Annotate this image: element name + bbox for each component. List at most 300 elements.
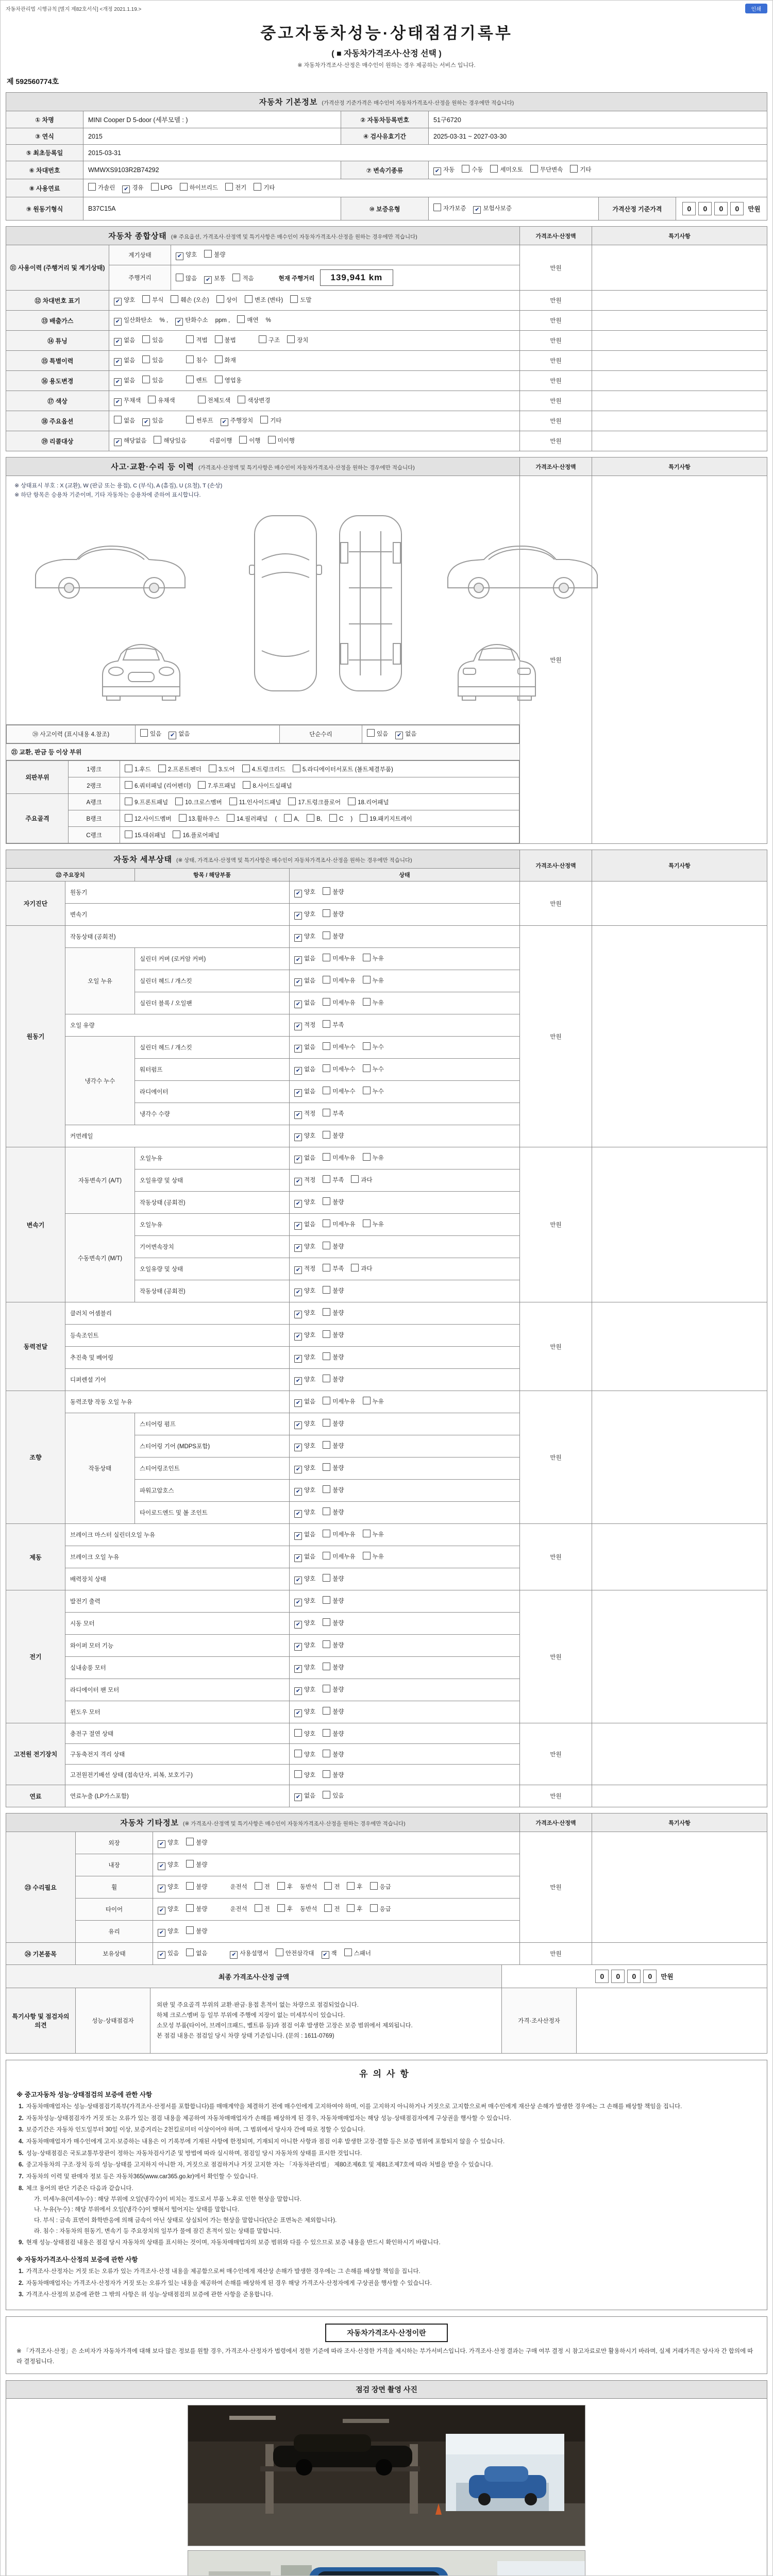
checkbox-unchecked[interactable] — [268, 436, 295, 445]
checkbox-label: 누유 — [372, 1155, 384, 1161]
checkbox-checked[interactable] — [294, 1109, 315, 1119]
checkbox-box — [186, 1904, 194, 1912]
checkbox-unchecked[interactable] — [363, 954, 384, 962]
checkbox-unchecked[interactable] — [186, 416, 213, 425]
detail-options — [290, 1785, 520, 1807]
checkbox-unchecked[interactable] — [323, 1308, 344, 1317]
checkbox-box: ✔ — [395, 732, 403, 739]
warranty-label: ⑩ 보증유형 — [341, 197, 429, 221]
checkbox-box: ✔ — [294, 1444, 302, 1451]
checkbox-unchecked[interactable] — [88, 183, 115, 192]
checkbox-unchecked[interactable] — [186, 1926, 207, 1935]
checkbox-unchecked[interactable] — [260, 416, 281, 425]
checkbox-box — [277, 1882, 285, 1890]
accident-history-label: ⑳ 사고이력 (표시내용 4.참조) — [7, 725, 136, 743]
checkbox-unchecked[interactable] — [323, 1485, 344, 1494]
checkbox-unchecked[interactable] — [239, 436, 260, 445]
checkbox-unchecked[interactable] — [215, 355, 236, 364]
checkbox-unchecked[interactable] — [363, 1219, 384, 1228]
detail-options — [290, 948, 520, 970]
checkbox-unchecked[interactable] — [323, 1153, 355, 1162]
checkbox-unchecked[interactable] — [323, 976, 355, 985]
rank-label: C랭크 — [69, 827, 120, 843]
checkbox-box: ✔ — [294, 934, 302, 942]
note-cell — [592, 882, 767, 926]
note-cell — [592, 311, 767, 331]
checkbox-unchecked[interactable] — [363, 1087, 384, 1095]
checkbox-label: 양호 — [304, 1465, 316, 1471]
checkbox-checked[interactable] — [294, 998, 315, 1008]
checkbox-checked[interactable] — [294, 1791, 315, 1801]
checkbox-box: ✔ — [294, 1687, 302, 1695]
checkbox-checked[interactable] — [158, 1838, 179, 1848]
checkbox-unchecked[interactable] — [530, 165, 563, 174]
checkbox-unchecked[interactable] — [293, 765, 393, 773]
checkbox-checked[interactable] — [294, 1486, 315, 1496]
checkbox-checked[interactable] — [294, 1021, 315, 1030]
checkbox-unchecked[interactable] — [171, 295, 209, 304]
checkbox-unchecked[interactable] — [351, 1175, 372, 1184]
detail-item-label: 실린더 헤드 / 개스킷 — [135, 1037, 290, 1059]
checkbox-unchecked[interactable] — [180, 183, 219, 192]
checkbox-unchecked[interactable] — [186, 1838, 207, 1846]
checkbox-unchecked[interactable] — [370, 1904, 391, 1913]
checkbox-label: 후 — [287, 1906, 293, 1912]
checkbox-box — [363, 954, 371, 961]
checkbox-label: 전기 — [235, 185, 247, 191]
checkbox-unchecked[interactable] — [198, 781, 236, 790]
detail-item-label: 타이로드엔드 및 볼 조인트 — [135, 1502, 290, 1524]
checkbox-box: ✔ — [294, 1289, 302, 1296]
checkbox-unchecked[interactable] — [363, 976, 384, 985]
checkbox-unchecked[interactable] — [323, 1064, 355, 1073]
checkbox-unchecked[interactable] — [323, 1507, 344, 1516]
checkbox-checked[interactable] — [294, 1220, 315, 1230]
note-cell — [592, 371, 767, 391]
checkbox-unchecked[interactable] — [294, 1750, 315, 1758]
checkbox-checked[interactable] — [294, 1198, 315, 1208]
checkbox-checked[interactable] — [114, 376, 135, 386]
checkbox-unchecked[interactable] — [114, 416, 135, 425]
other-options — [153, 1921, 520, 1943]
checkbox-checked[interactable] — [322, 1949, 337, 1959]
checkbox-unchecked[interactable] — [204, 250, 225, 259]
checkbox-checked[interactable] — [294, 1242, 315, 1252]
other-item-label: 외장 — [76, 1832, 153, 1854]
checkbox-checked[interactable] — [294, 1552, 315, 1562]
detail-item-label: 추진축 및 베어링 — [65, 1347, 290, 1369]
checkbox-unchecked[interactable] — [323, 1131, 344, 1140]
checkbox-checked[interactable] — [294, 1663, 315, 1673]
checkbox-unchecked[interactable] — [294, 1770, 315, 1779]
checkbox-unchecked[interactable] — [347, 1904, 362, 1913]
checkbox-unchecked[interactable] — [125, 831, 165, 839]
checkbox-checked[interactable] — [294, 1442, 315, 1451]
checkbox-unchecked[interactable] — [323, 1042, 355, 1051]
checkbox-checked[interactable] — [294, 1131, 315, 1141]
detail-item-label: 와이퍼 모터 기능 — [65, 1635, 290, 1657]
checkbox-checked[interactable] — [114, 356, 135, 366]
checkbox-unchecked[interactable] — [229, 798, 281, 806]
checkbox-unchecked[interactable] — [238, 396, 270, 404]
checkbox-checked[interactable] — [294, 1353, 315, 1363]
checkbox-unchecked[interactable] — [367, 729, 388, 738]
checkbox-checked[interactable] — [158, 1860, 179, 1870]
checkbox-box — [284, 814, 292, 822]
checkbox-unchecked[interactable] — [323, 1242, 344, 1250]
checkbox-unchecked[interactable] — [323, 1574, 344, 1583]
detail-options — [290, 1765, 520, 1785]
checkbox-checked[interactable] — [122, 183, 143, 193]
checkbox-checked[interactable] — [114, 336, 135, 346]
note-cell — [592, 1391, 767, 1524]
checkbox-unchecked[interactable] — [363, 1042, 384, 1051]
checkbox-unchecked[interactable] — [142, 355, 163, 364]
checkbox-unchecked[interactable] — [323, 1397, 355, 1405]
checkbox-label: 적음 — [242, 276, 254, 282]
checkbox-unchecked[interactable] — [323, 1552, 355, 1561]
checkbox-checked[interactable] — [114, 396, 141, 406]
checkbox-checked[interactable] — [204, 274, 225, 284]
checkbox-unchecked[interactable] — [363, 1153, 384, 1162]
basic-info-table — [6, 92, 767, 221]
note-cell — [592, 1723, 767, 1785]
checkbox-label: 불량 — [332, 1244, 344, 1250]
checkbox-unchecked[interactable] — [245, 295, 283, 304]
form-meta-text: 자동차관리법 시행규칙 [별지 제82호서식] <개정 2021.1.19.> — [6, 6, 142, 12]
price-column-header: 가격조사·산정액 — [520, 850, 592, 882]
checkbox-label: 불량 — [332, 1133, 344, 1139]
price-digit: 0 — [682, 202, 696, 215]
detail-section-header — [6, 850, 520, 869]
checkbox-unchecked[interactable] — [142, 295, 163, 304]
detail-item-label: 발전기 출력 — [65, 1590, 290, 1613]
checkbox-checked[interactable] — [294, 1331, 315, 1341]
checkbox-box — [363, 1552, 371, 1560]
checkbox-box — [176, 274, 183, 281]
checkbox-unchecked[interactable] — [148, 396, 175, 404]
checkbox-box — [186, 1860, 194, 1868]
checkbox-label: 양호 — [304, 1665, 316, 1671]
checkbox-checked[interactable] — [294, 1176, 315, 1185]
checkbox-label: 불량 — [332, 1443, 344, 1449]
checkbox-checked[interactable] — [294, 1397, 315, 1407]
detail-options — [290, 904, 520, 926]
checkbox-checked[interactable] — [158, 1927, 179, 1937]
checkbox-unchecked[interactable] — [198, 396, 230, 404]
checkbox-checked[interactable] — [294, 1154, 315, 1163]
accident-history-row — [6, 725, 520, 744]
checkbox-unchecked[interactable] — [186, 335, 207, 344]
checkbox-box: ✔ — [114, 438, 122, 446]
checkbox-label: 양호 — [304, 1310, 316, 1316]
checkbox-checked[interactable] — [169, 730, 190, 739]
checkbox-checked[interactable] — [158, 1883, 179, 1892]
checkbox-checked[interactable] — [294, 1419, 315, 1429]
comp-row — [6, 351, 767, 371]
checkbox-unchecked[interactable] — [348, 798, 389, 806]
rank-label: B랭크 — [69, 810, 120, 827]
checkbox-unchecked[interactable] — [323, 1375, 344, 1383]
checkbox-unchecked[interactable] — [215, 335, 236, 344]
checkbox-label: 스패너 — [354, 1951, 371, 1957]
checkbox-unchecked[interactable] — [186, 355, 207, 364]
checkbox-label: 18.리어패널 — [358, 800, 389, 806]
checkbox-box — [323, 1397, 330, 1404]
checkbox-unchecked[interactable] — [323, 1707, 344, 1716]
checkbox-checked[interactable] — [294, 1286, 315, 1296]
price-digit: 0 — [714, 202, 728, 215]
checkbox-unchecked[interactable] — [125, 781, 191, 790]
checkbox-unchecked[interactable] — [175, 798, 222, 806]
checkbox-unchecked[interactable] — [154, 436, 186, 445]
checkbox-unchecked[interactable] — [323, 909, 344, 918]
checkbox-unchecked[interactable] — [323, 1441, 344, 1450]
checkbox-label: 없음 — [304, 1532, 316, 1538]
checkbox-unchecked[interactable] — [323, 1618, 344, 1627]
checkbox-checked[interactable] — [294, 1641, 315, 1651]
checkbox-checked[interactable] — [294, 1685, 315, 1695]
checkbox-label: 과다 — [361, 1266, 373, 1272]
checkbox-unchecked[interactable] — [216, 295, 238, 304]
photos-section — [6, 2380, 767, 2576]
checkbox-label: 불량 — [196, 1928, 208, 1935]
checkbox-unchecked[interactable] — [363, 1530, 384, 1538]
year-label: ③ 연식 — [6, 128, 83, 145]
checkbox-checked[interactable] — [473, 204, 512, 214]
checkbox-checked[interactable] — [142, 416, 163, 426]
checkbox-checked[interactable] — [294, 1043, 315, 1053]
checkbox-unchecked[interactable] — [125, 798, 168, 806]
checkbox-unchecked[interactable] — [490, 165, 523, 174]
checkbox-label: 기타 — [263, 185, 275, 191]
checkbox-label: 잭 — [331, 1951, 337, 1957]
checkbox-checked[interactable] — [230, 1949, 268, 1959]
option-text: 동반석 — [299, 1906, 317, 1912]
checkbox-unchecked[interactable] — [363, 1552, 384, 1561]
checkbox-box: ✔ — [294, 1554, 302, 1562]
checkbox-unchecked[interactable] — [186, 376, 207, 384]
checkbox-unchecked[interactable] — [360, 814, 412, 823]
checkbox-unchecked[interactable] — [323, 931, 344, 940]
checkbox-unchecked[interactable] — [186, 1860, 207, 1869]
document-number: 제 592560774호 — [7, 77, 59, 86]
checkbox-unchecked[interactable] — [232, 274, 254, 282]
checkbox-label: 영업용 — [224, 378, 242, 384]
checkbox-unchecked[interactable] — [277, 1904, 293, 1913]
checkbox-unchecked[interactable] — [255, 1904, 270, 1913]
checkbox-checked[interactable] — [294, 1264, 315, 1274]
checkbox-checked[interactable] — [294, 1597, 315, 1606]
checkbox-unchecked[interactable] — [323, 1219, 355, 1228]
checkbox-unchecked[interactable] — [323, 1109, 344, 1117]
checkbox-unchecked[interactable] — [179, 814, 220, 823]
checkbox-unchecked[interactable] — [294, 1729, 315, 1738]
checkbox-unchecked[interactable] — [142, 376, 163, 384]
checkbox-unchecked[interactable] — [462, 165, 483, 174]
checkbox-unchecked[interactable] — [151, 183, 173, 191]
checkbox-unchecked[interactable] — [323, 998, 355, 1007]
checkbox-unchecked[interactable] — [323, 954, 355, 962]
checkbox-unchecked[interactable] — [158, 765, 201, 773]
checkbox-unchecked[interactable] — [276, 1948, 314, 1957]
checkbox-unchecked[interactable] — [284, 814, 299, 822]
checkbox-unchecked[interactable] — [277, 1882, 293, 1891]
checkbox-checked[interactable] — [294, 1619, 315, 1629]
checkbox-unchecked[interactable] — [323, 1352, 344, 1361]
checkbox-unchecked[interactable] — [186, 1904, 207, 1913]
checkbox-unchecked[interactable] — [290, 295, 311, 304]
detail-options — [290, 1214, 520, 1236]
checkbox-unchecked[interactable] — [242, 765, 285, 773]
checkbox-checked[interactable] — [175, 316, 208, 326]
exchange-area — [6, 744, 520, 844]
comp-section-title: 자동차 종합상태 — [108, 232, 167, 241]
checkbox-box — [323, 1791, 330, 1799]
checkbox-checked[interactable] — [395, 730, 416, 739]
checkbox-unchecked[interactable] — [287, 335, 308, 344]
checkbox-unchecked[interactable] — [324, 1882, 340, 1891]
checkbox-unchecked[interactable] — [363, 998, 384, 1007]
checkbox-checked[interactable] — [294, 1574, 315, 1584]
checkbox-checked[interactable] — [294, 1707, 315, 1717]
checkbox-unchecked[interactable] — [176, 274, 197, 282]
checkbox-label: 13.휠하우스 — [188, 816, 220, 822]
checkbox-unchecked[interactable] — [323, 1419, 344, 1428]
checkbox-box — [323, 1552, 330, 1560]
checkbox-unchecked[interactable] — [323, 1729, 344, 1738]
checkbox-unchecked[interactable] — [351, 1264, 372, 1273]
checkbox-unchecked[interactable] — [344, 1948, 371, 1957]
checkbox-unchecked[interactable] — [323, 887, 344, 896]
checkbox-unchecked[interactable] — [323, 1330, 344, 1339]
checkbox-checked[interactable] — [433, 165, 455, 175]
checkbox-unchecked[interactable] — [323, 1685, 344, 1693]
mileage-value: 139,941 km — [320, 269, 394, 286]
checkbox-checked[interactable] — [114, 436, 146, 446]
checkbox-checked[interactable] — [294, 1375, 315, 1385]
checkbox-unchecked[interactable] — [186, 1882, 207, 1891]
checkbox-unchecked[interactable] — [259, 335, 280, 344]
checkbox-box: ✔ — [122, 185, 130, 193]
checkbox-unchecked[interactable] — [288, 798, 341, 806]
checkbox-unchecked[interactable] — [323, 1530, 355, 1538]
state-column-header: 상태 — [290, 869, 520, 882]
checkbox-checked[interactable] — [294, 1530, 315, 1540]
checkbox-checked[interactable] — [294, 1508, 315, 1518]
checkbox-checked[interactable] — [158, 1905, 179, 1914]
checkbox-checked[interactable] — [294, 954, 315, 964]
checkbox-unchecked[interactable] — [237, 315, 258, 324]
checkbox-unchecked[interactable] — [142, 335, 163, 344]
checkbox-label: 후 — [357, 1884, 363, 1890]
detail-group-label: 자기진단 — [6, 882, 65, 926]
checkbox-unchecked[interactable] — [125, 814, 172, 823]
checkbox-checked[interactable] — [221, 416, 253, 426]
checkbox-unchecked[interactable] — [363, 1397, 384, 1405]
checkbox-label: 양호 — [304, 1642, 316, 1649]
checkbox-unchecked[interactable] — [125, 765, 151, 773]
print-button[interactable]: 인쇄 — [745, 4, 767, 13]
checkbox-checked[interactable] — [294, 910, 315, 920]
checkbox-checked[interactable] — [114, 296, 135, 306]
detail-section-title: 자동차 세부상태 — [113, 855, 172, 864]
checkbox-checked[interactable] — [294, 1464, 315, 1473]
checkbox-unchecked[interactable] — [140, 729, 161, 738]
checkbox-box — [227, 814, 234, 822]
checkbox-unchecked[interactable] — [433, 204, 466, 212]
checkbox-unchecked[interactable] — [254, 183, 275, 192]
checkbox-unchecked[interactable] — [227, 814, 267, 823]
checkbox-checked[interactable] — [294, 888, 315, 897]
checkbox-unchecked[interactable] — [323, 1197, 344, 1206]
checkbox-box: ✔ — [294, 1156, 302, 1163]
engine-label: ⑨ 원동기형식 — [6, 197, 83, 221]
checkbox-label: B, — [316, 816, 322, 822]
checkbox-unchecked[interactable] — [323, 1175, 344, 1184]
checkbox-checked[interactable] — [158, 1949, 179, 1959]
checkbox-unchecked[interactable] — [323, 1663, 344, 1671]
checkbox-unchecked[interactable] — [215, 376, 242, 384]
detail-options — [290, 1014, 520, 1037]
checkbox-box — [323, 1109, 330, 1116]
checkbox-box — [323, 1375, 330, 1382]
checkbox-label: 후 — [287, 1884, 293, 1890]
checkbox-checked[interactable] — [294, 1309, 315, 1318]
checkbox-unchecked[interactable] — [307, 814, 322, 822]
checkbox-unchecked[interactable] — [323, 1791, 344, 1800]
checkbox-checked[interactable] — [294, 976, 315, 986]
price-survey-info-title: 자동차가격조사·산정이란 — [325, 2324, 447, 2342]
checkbox-box — [142, 355, 150, 363]
checkbox-unchecked[interactable] — [173, 831, 220, 839]
checkbox-unchecked[interactable] — [323, 1087, 355, 1095]
appraiser-opinion-text — [577, 1988, 767, 2054]
checkbox-unchecked[interactable] — [363, 1064, 384, 1073]
checkbox-box — [186, 1948, 194, 1956]
checkbox-unchecked[interactable] — [243, 781, 292, 790]
checkbox-unchecked[interactable] — [323, 1463, 344, 1472]
checkbox-unchecked[interactable] — [370, 1882, 391, 1891]
checkbox-label: 양호 — [304, 1510, 316, 1516]
checkbox-box — [125, 781, 132, 789]
checkbox-unchecked[interactable] — [255, 1882, 270, 1891]
checkbox-label: 미세누수 — [332, 1089, 356, 1095]
checkbox-unchecked[interactable] — [570, 165, 591, 174]
checkbox-checked[interactable] — [294, 932, 315, 942]
checkbox-unchecked[interactable] — [323, 1750, 344, 1758]
checkbox-unchecked[interactable] — [323, 1286, 344, 1295]
checkbox-unchecked[interactable] — [323, 1020, 344, 1029]
checkbox-unchecked[interactable] — [323, 1640, 344, 1649]
checkbox-checked[interactable] — [176, 250, 197, 260]
detail-options — [290, 1435, 520, 1458]
checkbox-unchecked[interactable] — [323, 1596, 344, 1605]
checkbox-unchecked[interactable] — [225, 183, 246, 192]
checkbox-checked[interactable] — [294, 1065, 315, 1075]
checkbox-checked[interactable] — [114, 316, 153, 326]
checkbox-unchecked[interactable] — [186, 1948, 207, 1957]
checkbox-unchecked[interactable] — [323, 1770, 344, 1779]
checkbox-box: ✔ — [114, 318, 122, 326]
checkbox-unchecked[interactable] — [347, 1882, 362, 1891]
checkbox-unchecked[interactable] — [209, 765, 235, 773]
checkbox-unchecked[interactable] — [324, 1904, 340, 1913]
checkbox-unchecked[interactable] — [329, 814, 343, 822]
checkbox-label: 없음 — [304, 1554, 316, 1560]
checkbox-checked[interactable] — [294, 1087, 315, 1097]
checkbox-unchecked[interactable] — [323, 1264, 344, 1273]
